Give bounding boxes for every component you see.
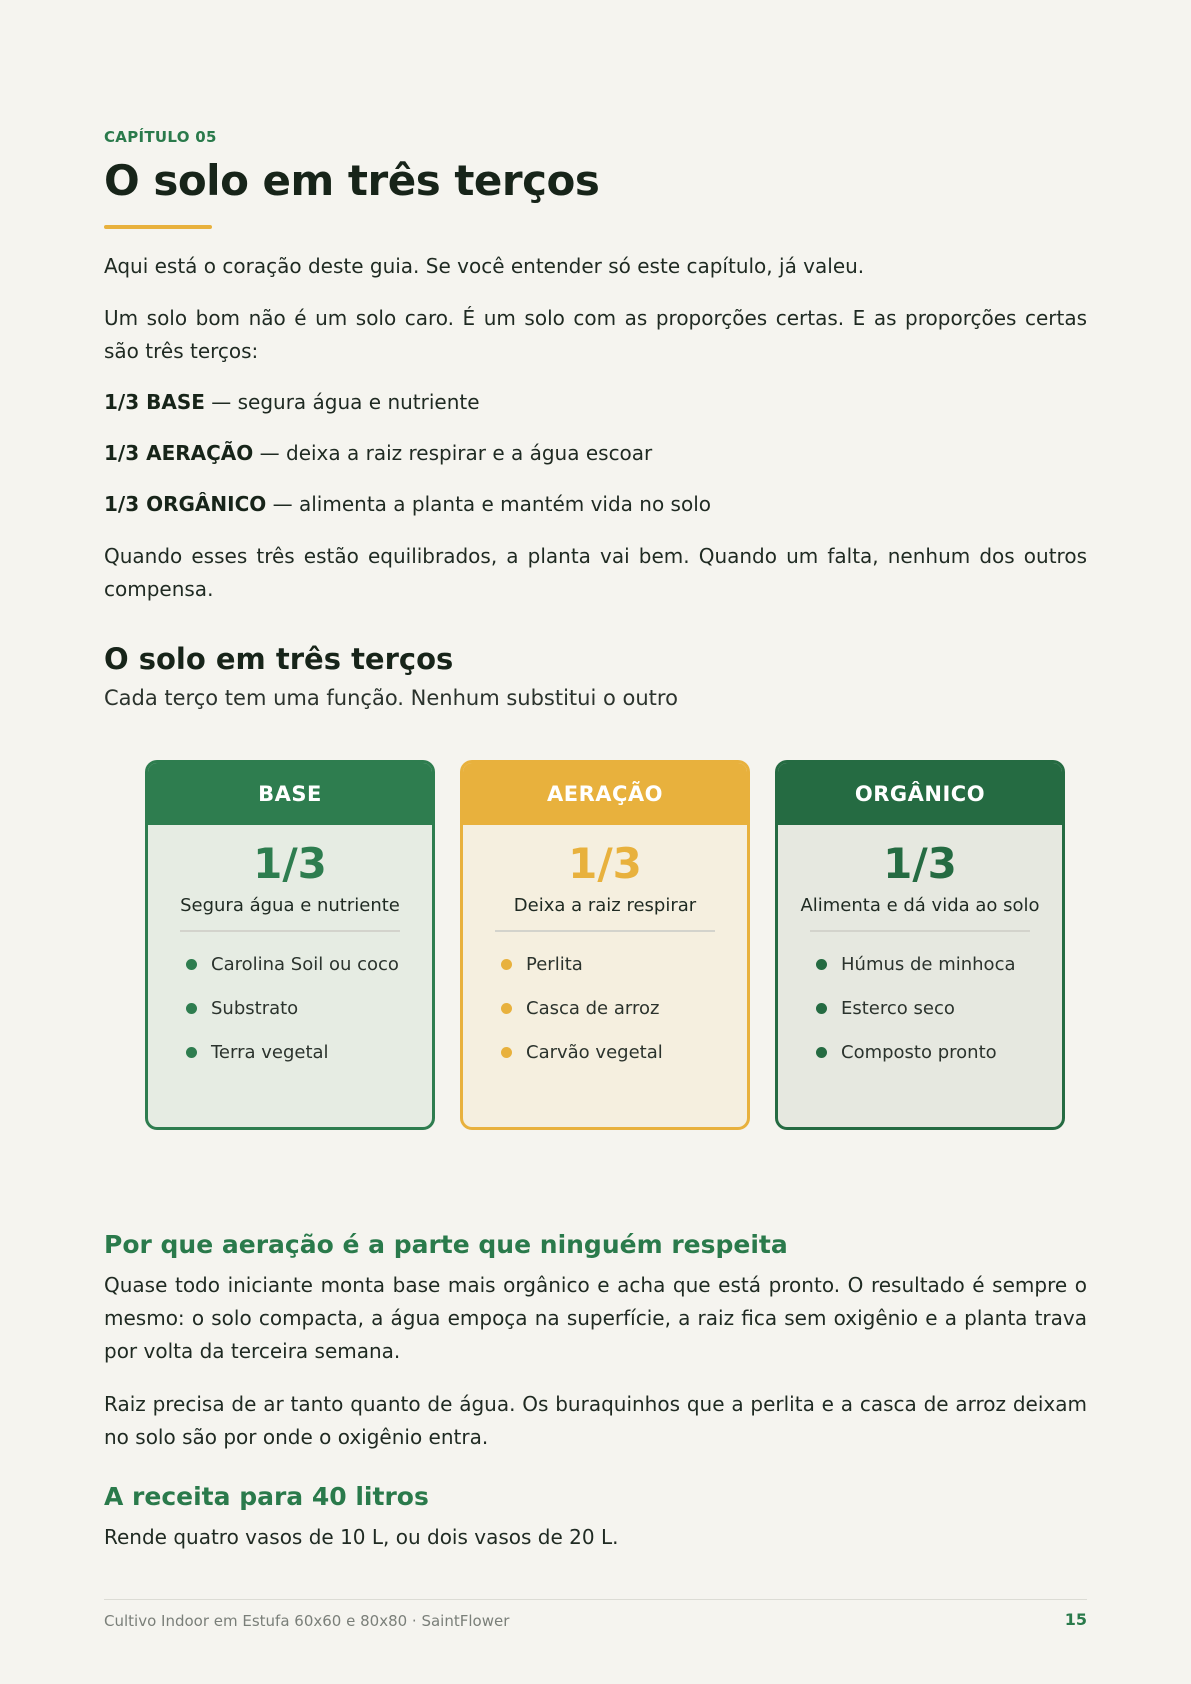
card-divider [180,930,400,932]
third-item-label: 1/3 BASE [104,390,205,414]
card-organic [775,760,1065,1130]
third-item-base [104,386,1087,419]
list-item [816,1030,1062,1074]
card-fraction: 1/3 [568,839,642,888]
list-item-label: Carolina Soil ou coco [211,953,399,975]
list-item-label: Esterco seco [841,997,955,1019]
card-header: BASE [148,763,432,825]
aeration-heading: Por que aeração é a parte que ninguém respeita [104,1230,788,1259]
bullet-icon [501,1003,512,1014]
third-item-text: — alimenta a planta e mantém vida no solo [266,492,712,516]
list-item [501,986,747,1030]
intro-paragraph-1: Aqui está o coração deste guia. Se você entender só este capítulo, já valeu. [104,254,865,278]
card-base [145,760,435,1130]
page-number: 15 [1064,1610,1087,1629]
third-item-text: — segura água e nutriente [204,390,480,414]
card-divider [810,930,1030,932]
third-item-text: — deixa a raiz respirar e a água escoar [253,441,653,465]
aeration-paragraph-1: Quase todo iniciante monta base mais orgânico e acha que está pronto. O resultado é sempre o mesmo: o solo compacta, a água empoça na superfície, a raiz fica sem oxigênio e a planta trava por volta da terceira semana. [104,1273,1087,1363]
card-description: Alimenta e dá vida ao solo [800,895,1040,916]
list-item [186,986,432,1030]
list-item-label: Perlita [526,953,583,975]
card-items [463,942,747,1074]
card-fraction: 1/3 [253,839,327,888]
footer-divider [104,1599,1087,1600]
page-title: O solo em três terços [104,156,600,205]
bullet-icon [816,1047,827,1058]
bullet-icon [186,959,197,970]
list-item-label: Casca de arroz [526,997,660,1019]
title-underline [104,225,212,229]
list-item [186,1030,432,1074]
card-header: AERAÇÃO [463,763,747,825]
recipe-heading: A receita para 40 litros [104,1482,429,1511]
third-item-organic [104,488,1087,521]
card-aeration [460,760,750,1130]
third-item-aeration [104,437,1087,470]
bullet-icon [501,959,512,970]
list-item [816,986,1062,1030]
intro-paragraph-3: Quando esses três estão equilibrados, a planta vai bem. Quando um falta, nenhum dos outros compensa. [104,544,1087,601]
list-item-label: Carvão vegetal [526,1041,663,1063]
third-item-label: 1/3 ORGÂNICO [104,492,267,516]
list-item-label: Terra vegetal [211,1041,329,1063]
aeration-paragraph-2: Raiz precisa de ar tanto quanto de água. Os buraquinhos que a perlita e a casca de arroz deixam no solo são por onde o oxigênio entra. [104,1392,1087,1449]
list-item-label: Substrato [211,997,299,1019]
list-item-label: Húmus de minhoca [841,953,1016,975]
recipe-paragraph: Rende quatro vasos de 10 L, ou dois vasos de 20 L. [104,1525,619,1549]
card-divider [495,930,715,932]
bullet-icon [186,1003,197,1014]
list-item [186,942,432,986]
third-item-label: 1/3 AERAÇÃO [104,441,254,465]
list-item [501,1030,747,1074]
card-header: ORGÂNICO [778,763,1062,825]
card-fraction: 1/3 [883,839,957,888]
card-description: Segura água e nutriente [180,895,400,916]
intro-paragraph-2: Um solo bom não é um solo caro. É um solo com as proporções certas. E as proporções certas são três terços: [104,306,1087,363]
list-item [501,942,747,986]
diagram-subtitle: Cada terço tem uma função. Nenhum substitui o outro [104,686,678,710]
card-description: Deixa a raiz respirar [513,895,697,916]
list-item [816,942,1062,986]
bullet-icon [501,1047,512,1058]
card-items [778,942,1062,1074]
bullet-icon [816,1003,827,1014]
diagram-title: O solo em três terços [104,642,454,676]
list-item-label: Composto pronto [841,1041,997,1063]
chapter-label: CAPÍTULO 05 [104,128,217,146]
footer-text: Cultivo Indoor em Estufa 60x60 e 80x80 · SaintFlower [104,1612,510,1630]
card-items [148,942,432,1074]
bullet-icon [816,959,827,970]
bullet-icon [186,1047,197,1058]
